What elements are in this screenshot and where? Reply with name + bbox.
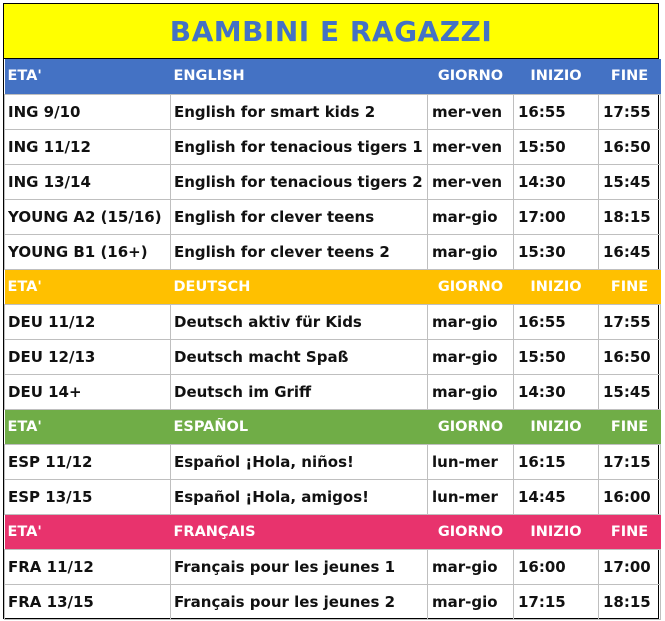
course-cell: English for clever teens	[171, 199, 428, 234]
end-time-cell: 17:55	[599, 94, 661, 129]
start-time-cell: 15:50	[514, 129, 599, 164]
age-cell: ESP 13/15	[5, 479, 171, 514]
language-header: DEUTSCH	[173, 278, 251, 295]
age-cell: FRA 13/15	[5, 584, 171, 619]
table-row	[5, 234, 661, 269]
table-row	[5, 339, 661, 374]
table-row	[5, 549, 661, 584]
table-row	[5, 94, 661, 129]
course-cell: English for tenacious tigers 1	[171, 129, 428, 164]
course-cell: Deutsch aktiv für Kids	[171, 304, 428, 339]
start-time-cell: 17:00	[514, 199, 599, 234]
age-cell: DEU 11/12	[5, 304, 171, 339]
table-row	[5, 444, 661, 479]
age-column-header: ETA'	[7, 418, 42, 435]
age-column-header: ETA'	[7, 278, 42, 295]
start-column-header: INIZIO	[530, 418, 582, 435]
table-row	[5, 129, 661, 164]
language-header: ENGLISH	[173, 68, 245, 85]
age-cell: DEU 12/13	[5, 339, 171, 374]
end-time-cell: 17:15	[599, 444, 661, 479]
end-time-cell: 17:55	[599, 304, 661, 339]
start-column-header: INIZIO	[530, 68, 582, 85]
day-cell: mer-ven	[428, 94, 514, 129]
day-cell: lun-mer	[428, 444, 514, 479]
day-cell: mar-gio	[428, 234, 514, 269]
start-time-cell: 17:15	[514, 584, 599, 619]
start-time-cell: 16:55	[514, 304, 599, 339]
day-cell: mar-gio	[428, 374, 514, 409]
start-time-cell: 14:30	[514, 374, 599, 409]
start-time-cell: 15:50	[514, 339, 599, 374]
course-cell: Français pour les jeunes 2	[171, 584, 428, 619]
end-time-cell: 16:50	[599, 129, 661, 164]
age-cell: FRA 11/12	[5, 549, 171, 584]
end-time-cell: 15:45	[599, 164, 661, 199]
age-column-header: ETA'	[7, 68, 42, 85]
day-column-header: GIORNO	[437, 523, 504, 540]
day-column-header: GIORNO	[437, 278, 504, 295]
day-cell: mar-gio	[428, 199, 514, 234]
age-column-header: ETA'	[7, 523, 42, 540]
table-row	[5, 199, 661, 234]
day-cell: mar-gio	[428, 584, 514, 619]
start-time-cell: 14:30	[514, 164, 599, 199]
table-row	[5, 374, 661, 409]
course-cell: English for smart kids 2	[171, 94, 428, 129]
end-time-cell: 15:45	[599, 374, 661, 409]
day-cell: mar-gio	[428, 339, 514, 374]
course-cell: Español ¡Hola, amigos!	[171, 479, 428, 514]
course-cell: Français pour les jeunes 1	[171, 549, 428, 584]
end-column-header: FINE	[610, 68, 649, 85]
day-cell: mar-gio	[428, 549, 514, 584]
table-row	[5, 479, 661, 514]
day-cell: lun-mer	[428, 479, 514, 514]
end-column-header: FINE	[610, 523, 649, 540]
end-column-header: FINE	[610, 418, 649, 435]
schedule-sheet	[3, 3, 659, 619]
age-cell: YOUNG B1 (16+)	[5, 234, 171, 269]
end-time-cell: 16:50	[599, 339, 661, 374]
start-time-cell: 16:55	[514, 94, 599, 129]
section-header-row	[5, 514, 661, 549]
course-cell: English for clever teens 2	[171, 234, 428, 269]
day-cell: mar-gio	[428, 304, 514, 339]
day-column-header: GIORNO	[437, 68, 504, 85]
start-time-cell: 15:30	[514, 234, 599, 269]
end-column-header: FINE	[610, 278, 649, 295]
day-cell: mer-ven	[428, 164, 514, 199]
age-cell: YOUNG A2 (15/16)	[5, 199, 171, 234]
course-cell: Deutsch macht Spaß	[171, 339, 428, 374]
age-cell: ING 9/10	[5, 94, 171, 129]
schedule-table	[4, 59, 661, 620]
table-row	[5, 164, 661, 199]
course-cell: Deutsch im Griff	[171, 374, 428, 409]
age-cell: DEU 14+	[5, 374, 171, 409]
age-cell: ING 13/14	[5, 164, 171, 199]
start-column-header: INIZIO	[530, 278, 582, 295]
course-cell: Español ¡Hola, niños!	[171, 444, 428, 479]
section-header-row	[5, 269, 661, 304]
section-header-row	[5, 409, 661, 444]
course-cell: English for tenacious tigers 2	[171, 164, 428, 199]
end-time-cell: 16:45	[599, 234, 661, 269]
language-header: ESPAÑOL	[173, 418, 249, 435]
end-time-cell: 18:15	[599, 199, 661, 234]
end-time-cell: 16:00	[599, 479, 661, 514]
page-title: BAMBINI E RAGAZZI	[4, 4, 658, 59]
language-header: FRANÇAIS	[173, 523, 256, 540]
table-row	[5, 584, 661, 619]
day-column-header: GIORNO	[437, 418, 504, 435]
start-column-header: INIZIO	[530, 523, 582, 540]
start-time-cell: 14:45	[514, 479, 599, 514]
start-time-cell: 16:15	[514, 444, 599, 479]
end-time-cell: 17:00	[599, 549, 661, 584]
day-cell: mer-ven	[428, 129, 514, 164]
age-cell: ESP 11/12	[5, 444, 171, 479]
end-time-cell: 18:15	[599, 584, 661, 619]
table-row	[5, 304, 661, 339]
section-header-row	[5, 59, 661, 94]
age-cell: ING 11/12	[5, 129, 171, 164]
start-time-cell: 16:00	[514, 549, 599, 584]
